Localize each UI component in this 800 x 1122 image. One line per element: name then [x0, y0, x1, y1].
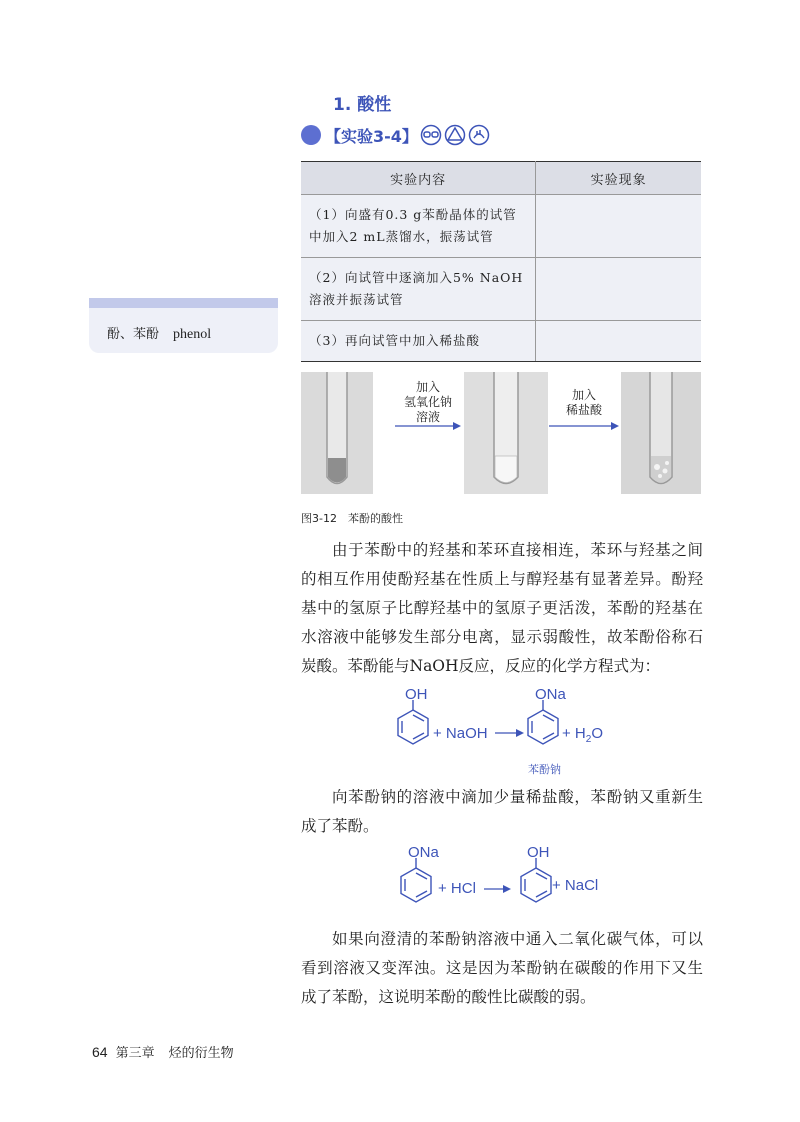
section-heading: 1. 酸性 [333, 95, 392, 115]
arrow-1-label [393, 380, 463, 425]
figure-caption: 图3-12 苯酚的酸性 [301, 512, 403, 525]
reaction-arrow-icon [495, 729, 524, 737]
table-cell-content: （3）再向试管中加入稀盐酸 [301, 321, 536, 362]
table-cell-content: （2）向试管中逐滴加入5% NaOH溶液并振荡试管 [301, 258, 536, 321]
table-header: 实验现象 [536, 162, 701, 195]
arrow-1-label-line: 溶液 [415, 410, 440, 424]
paragraph: 向苯酚钠的溶液中滴加少量稀盐酸，苯酚钠又重新生成了苯酚。 [301, 788, 703, 835]
paragraph: 由于苯酚中的羟基和苯环直接相连，苯环与羟基之间的相互作用使酚羟基在性质上与醇羟基有显著差异。酚羟基中的氢原子比醇羟基中的氢原子更活泼，苯酚的羟基在水溶液中能够发生部分电离，显示弱酸性，故苯酚俗称石炭酸。苯酚能与NaOH反应，反应的化学方程式为： [301, 541, 703, 675]
equation-1 [385, 682, 625, 782]
eq2-reagent: + HCl [438, 880, 476, 897]
tube-photo-1 [301, 372, 373, 494]
table-row [301, 258, 701, 321]
figure-test-tubes [301, 372, 701, 496]
tube-photo-3 [621, 372, 701, 494]
experiment-label: 【实验3-4】 [325, 127, 418, 146]
chapter-title: 烃的衍生物 [168, 1046, 234, 1061]
eq1-product-group: ONa [535, 686, 566, 703]
table-cell-phenomenon [536, 258, 701, 321]
eq2-reactant-group: ONa [408, 844, 439, 861]
safety-icons [420, 124, 494, 146]
table-row [301, 321, 701, 362]
benzene-ring-icon [528, 700, 558, 744]
arrow-2-label [547, 388, 621, 418]
sidenote-box [89, 298, 278, 353]
sidenote-bar [89, 298, 278, 308]
chapter-number: 第三章 [115, 1046, 155, 1061]
eq2-byproduct: + NaCl [552, 877, 599, 894]
eq1-reagent: + NaOH [433, 725, 488, 742]
arrow-1-label-line: 加入 [415, 380, 440, 394]
table-row [301, 195, 701, 258]
page-number: 64 [92, 1044, 108, 1060]
arrow-2-label-line: 稀盐酸 [565, 403, 602, 417]
table-header-row [301, 162, 701, 195]
arrow-1-label-line: 氢氧化钠 [403, 395, 452, 409]
table-cell-phenomenon [536, 321, 701, 362]
hazard-icon [446, 126, 465, 145]
reaction-arrow-icon [484, 885, 511, 893]
sidenote-text [89, 308, 278, 343]
paragraph: 如果向澄清的苯酚钠溶液中通入二氧化碳气体，可以看到溶液又变浑浊。这是因为苯酚钠在碳酸的作用下又生成了苯酚，这说明苯酚的酸性比碳酸的弱。 [301, 930, 703, 1006]
equation-2 [394, 840, 624, 910]
table-cell-content: （1）向盛有0.3 g苯酚晶体的试管中加入2 mL蒸馏水，振荡试管 [301, 195, 536, 258]
handwash-icon [470, 126, 489, 145]
sidenote-terms-cn: 酚、苯酚 [107, 327, 160, 342]
arrow-2-label-line: 加入 [571, 388, 596, 402]
page-footer [92, 1042, 234, 1061]
benzene-ring-icon [521, 858, 551, 902]
table-header: 实验内容 [301, 162, 536, 195]
experiment-bullet-icon [301, 125, 321, 145]
benzene-ring-icon [401, 858, 431, 902]
eq1-reactant-group: OH [405, 686, 428, 703]
benzene-ring-icon [398, 700, 428, 744]
eq1-byproduct: + $H_2O$ [562, 725, 603, 745]
sidenote-terms-en: phenol [173, 327, 212, 342]
eq1-product-name: 苯酚钠 [528, 764, 561, 776]
eq2-product-group: OH [527, 844, 550, 861]
goggles-icon [422, 126, 441, 145]
experiment-table [301, 161, 701, 362]
table-cell-phenomenon [536, 195, 701, 258]
tube-photo-2 [464, 372, 548, 494]
